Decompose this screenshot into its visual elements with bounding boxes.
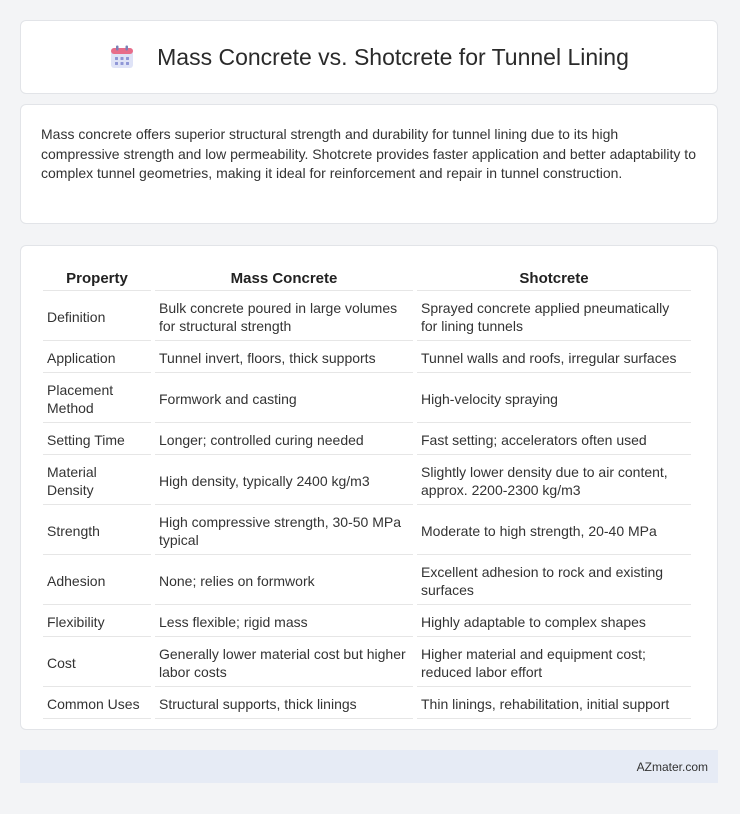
- table-row: [43, 457, 691, 505]
- cell-property: Definition: [43, 293, 151, 341]
- cell-mass-concrete: Less flexible; rigid mass: [155, 607, 413, 637]
- footer-bar: [20, 750, 718, 783]
- cell-shotcrete: Thin linings, rehabilitation, initial support: [417, 689, 691, 719]
- table-row: [43, 507, 691, 555]
- cell-mass-concrete: Structural supports, thick linings: [155, 689, 413, 719]
- cell-shotcrete: Excellent adhesion to rock and existing surfaces: [417, 557, 691, 605]
- comparison-card: [20, 245, 718, 730]
- cell-shotcrete: Slightly lower density due to air content, approx. 2200-2300 kg/m3: [417, 457, 691, 505]
- column-header-property: Property: [43, 266, 151, 291]
- table-row: [43, 607, 691, 637]
- cell-shotcrete: Sprayed concrete applied pneumatically for lining tunnels: [417, 293, 691, 341]
- title-card: [20, 20, 718, 94]
- cell-property: Strength: [43, 507, 151, 555]
- cell-property: Cost: [43, 639, 151, 687]
- cell-shotcrete: High-velocity spraying: [417, 375, 691, 423]
- cell-mass-concrete: Bulk concrete poured in large volumes for structural strength: [155, 293, 413, 341]
- table-row: [43, 689, 691, 719]
- column-header-mass-concrete: Mass Concrete: [155, 266, 413, 291]
- cell-mass-concrete: Formwork and casting: [155, 375, 413, 423]
- cell-shotcrete: Moderate to high strength, 20-40 MPa: [417, 507, 691, 555]
- table-row: [43, 293, 691, 341]
- intro-text: Mass concrete offers superior structural strength and durability for tunnel lining due to its high compressive strength and low permeability. Shotcrete provides faster application and better adaptability to complex tunnel geometries, making it ideal for reinforcement and repair in tunnel construction.: [41, 126, 696, 181]
- cell-property: Application: [43, 343, 151, 373]
- cell-shotcrete: Fast setting; accelerators often used: [417, 425, 691, 455]
- cell-mass-concrete: None; relies on formwork: [155, 557, 413, 605]
- cell-shotcrete: Highly adaptable to complex shapes: [417, 607, 691, 637]
- page-title: Mass Concrete vs. Shotcrete for Tunnel Lining: [157, 43, 629, 70]
- comparison-table: [39, 264, 695, 721]
- cell-property: Common Uses: [43, 689, 151, 719]
- table-row: [43, 425, 691, 455]
- cell-property: Flexibility: [43, 607, 151, 637]
- calendar-icon: [109, 44, 135, 70]
- cell-property: Adhesion: [43, 557, 151, 605]
- cell-mass-concrete: Longer; controlled curing needed: [155, 425, 413, 455]
- cell-mass-concrete: High density, typically 2400 kg/m3: [155, 457, 413, 505]
- table-row: [43, 375, 691, 423]
- cell-property: Setting Time: [43, 425, 151, 455]
- table-row: [43, 343, 691, 373]
- footer-brand: AZmater.com: [636, 759, 708, 774]
- column-header-shotcrete: Shotcrete: [417, 266, 691, 291]
- cell-property: Material Density: [43, 457, 151, 505]
- cell-mass-concrete: Generally lower material cost but higher labor costs: [155, 639, 413, 687]
- cell-shotcrete: Tunnel walls and roofs, irregular surfaces: [417, 343, 691, 373]
- table-row: [43, 557, 691, 605]
- cell-mass-concrete: Tunnel invert, floors, thick supports: [155, 343, 413, 373]
- table-header-row: [43, 266, 691, 291]
- cell-mass-concrete: High compressive strength, 30-50 MPa typical: [155, 507, 413, 555]
- cell-shotcrete: Higher material and equipment cost; reduced labor effort: [417, 639, 691, 687]
- cell-property: Placement Method: [43, 375, 151, 423]
- intro-card: [20, 104, 718, 224]
- table-row: [43, 639, 691, 687]
